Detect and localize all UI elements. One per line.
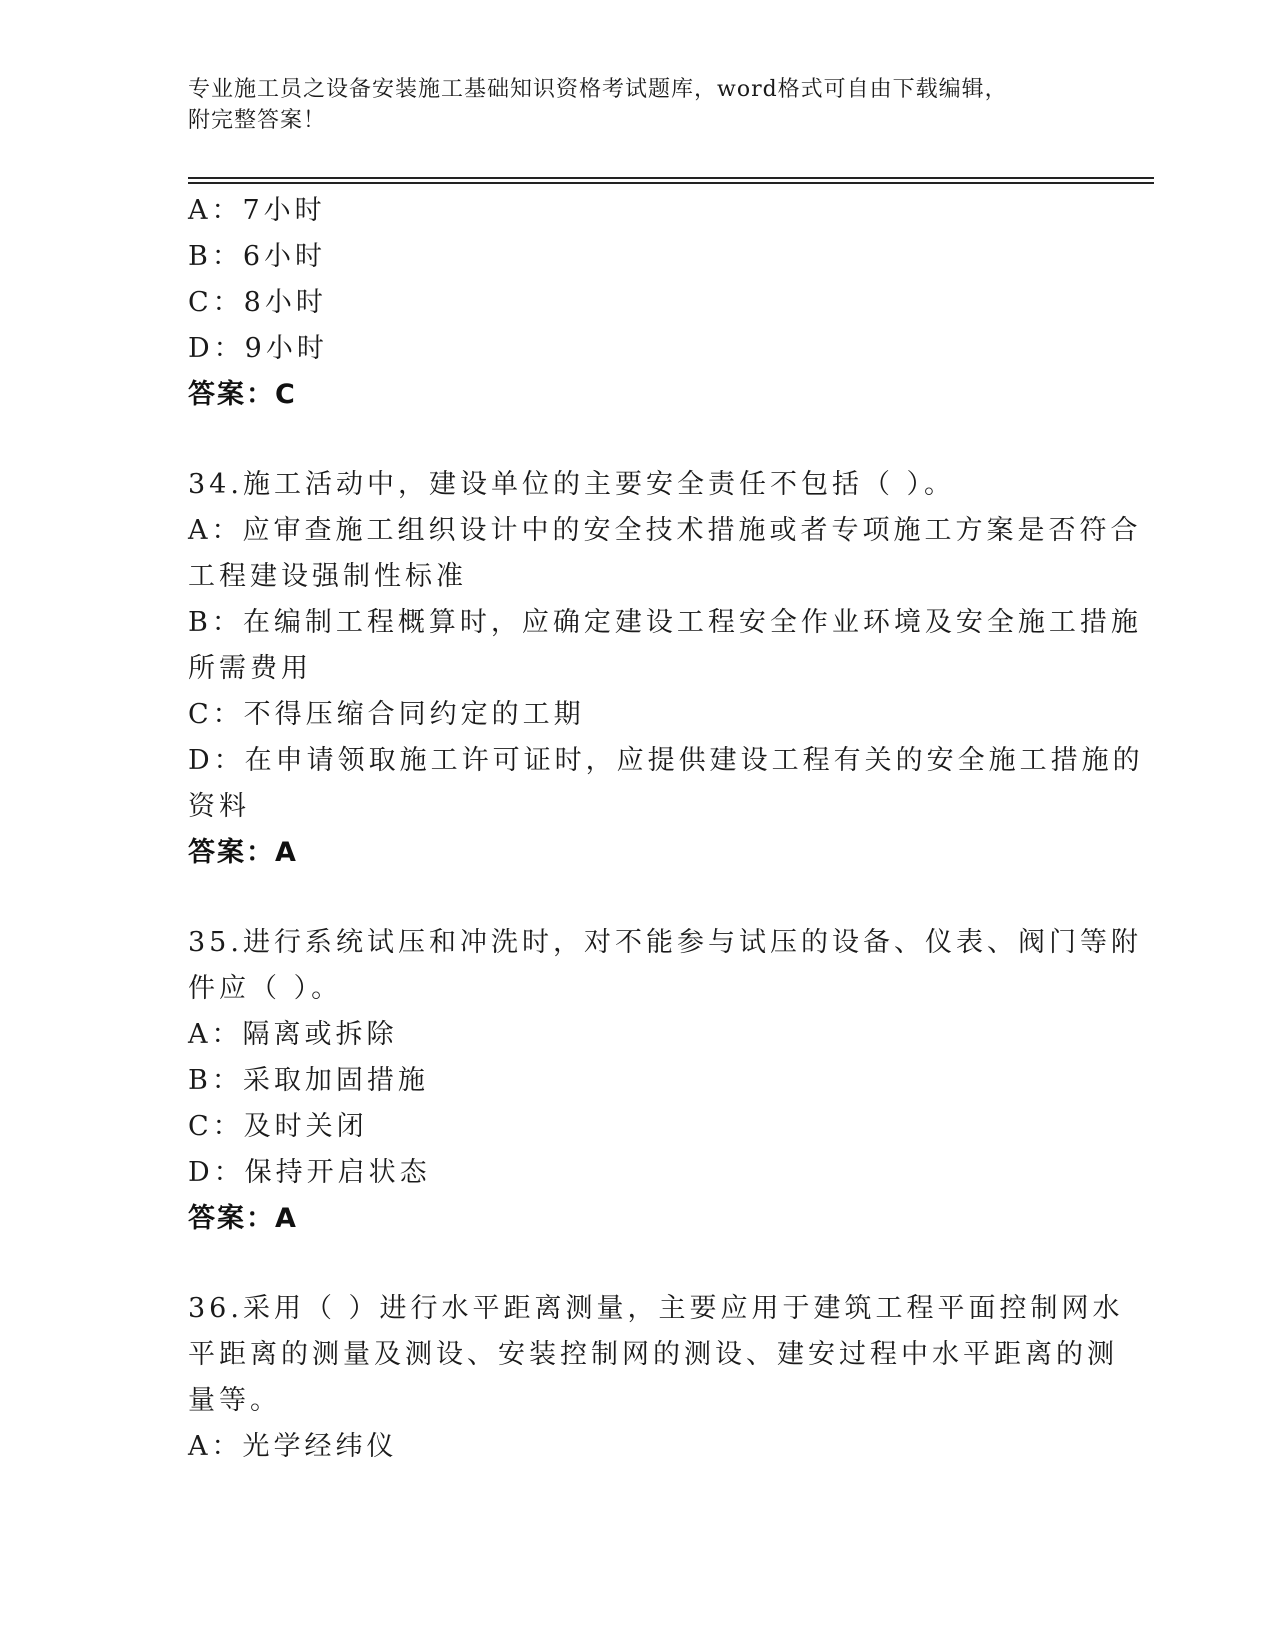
- answer-option: [188, 326, 1088, 372]
- option-text-line: D：9小时: [188, 333, 328, 364]
- document-header: [188, 74, 1088, 136]
- option-text-line: A：光学经纬仪: [188, 1431, 398, 1462]
- block-spacer: [188, 1242, 1088, 1286]
- header-divider-top: [188, 177, 1154, 179]
- option-text-line: B：在编制工程概算时，应确定建设工程安全作业环境及安全施工措施: [188, 607, 1142, 638]
- question-text-line: 量等。: [188, 1385, 281, 1416]
- answer-option: [188, 692, 1088, 738]
- option-text-line: 资料: [188, 791, 250, 822]
- option-text-line: A：应审查施工组织设计中的安全技术措施或者专项施工方案是否符合: [188, 515, 1142, 546]
- header-line-1: 专业施工员之设备安装施工基础知识资格考试题库，word格式可自由下载编辑，: [188, 77, 1008, 102]
- option-text-line: D：在申请领取施工许可证时，应提供建设工程有关的安全施工措施的: [188, 745, 1144, 776]
- answer-option: [188, 188, 1088, 234]
- question-block: [188, 920, 1142, 1242]
- question-list: [188, 188, 1144, 1470]
- question-text-line: 平距离的测量及测设、安装控制网的测设、建安过程中水平距离的测: [188, 1339, 1118, 1370]
- option-text-line: A：7小时: [188, 195, 326, 226]
- question-text-line: 34.施工活动中，建设单位的主要安全责任不包括（ ）。: [188, 469, 956, 500]
- answer-option: [188, 600, 1142, 692]
- answer-key: 答案：A: [188, 1203, 298, 1234]
- question-text-line: 36.采用（ ）进行水平距离测量，主要应用于建筑工程平面控制网水: [188, 1293, 1124, 1324]
- option-text-line: C：及时关闭: [188, 1111, 368, 1142]
- answer-key: 答案：A: [188, 837, 298, 868]
- question-block: [188, 1286, 1124, 1470]
- header-divider-bottom: [188, 182, 1154, 184]
- question-block: [188, 188, 1088, 418]
- answer-option: [188, 280, 1088, 326]
- option-text-line: 工程建设强制性标准: [188, 561, 467, 592]
- question-text-line: 35.进行系统试压和冲洗时，对不能参与试压的设备、仪表、阀门等附: [188, 927, 1142, 958]
- option-text-line: A：隔离或拆除: [188, 1019, 398, 1050]
- answer-option: [188, 234, 1088, 280]
- block-spacer: [188, 876, 1088, 920]
- answer-option: [188, 1150, 1088, 1196]
- option-text-line: 所需费用: [188, 653, 312, 684]
- option-text-line: C：8小时: [188, 287, 327, 318]
- option-text-line: B：采取加固措施: [188, 1065, 429, 1096]
- option-text-line: C：不得压缩合同约定的工期: [188, 699, 585, 730]
- answer-option: [188, 1424, 1088, 1470]
- option-text-line: B：6小时: [188, 241, 327, 272]
- answer-option: [188, 1058, 1088, 1104]
- answer-key: 答案：C: [188, 379, 297, 410]
- answer-option: [188, 1012, 1088, 1058]
- option-text-line: D：保持开启状态: [188, 1157, 431, 1188]
- answer-option: [188, 738, 1144, 830]
- question-text-line: 件应（ ）。: [188, 973, 343, 1004]
- header-line-2: 附完整答案！: [188, 108, 327, 133]
- block-spacer: [188, 418, 1088, 462]
- answer-option: [188, 508, 1142, 600]
- question-block: [188, 462, 1144, 876]
- answer-option: [188, 1104, 1088, 1150]
